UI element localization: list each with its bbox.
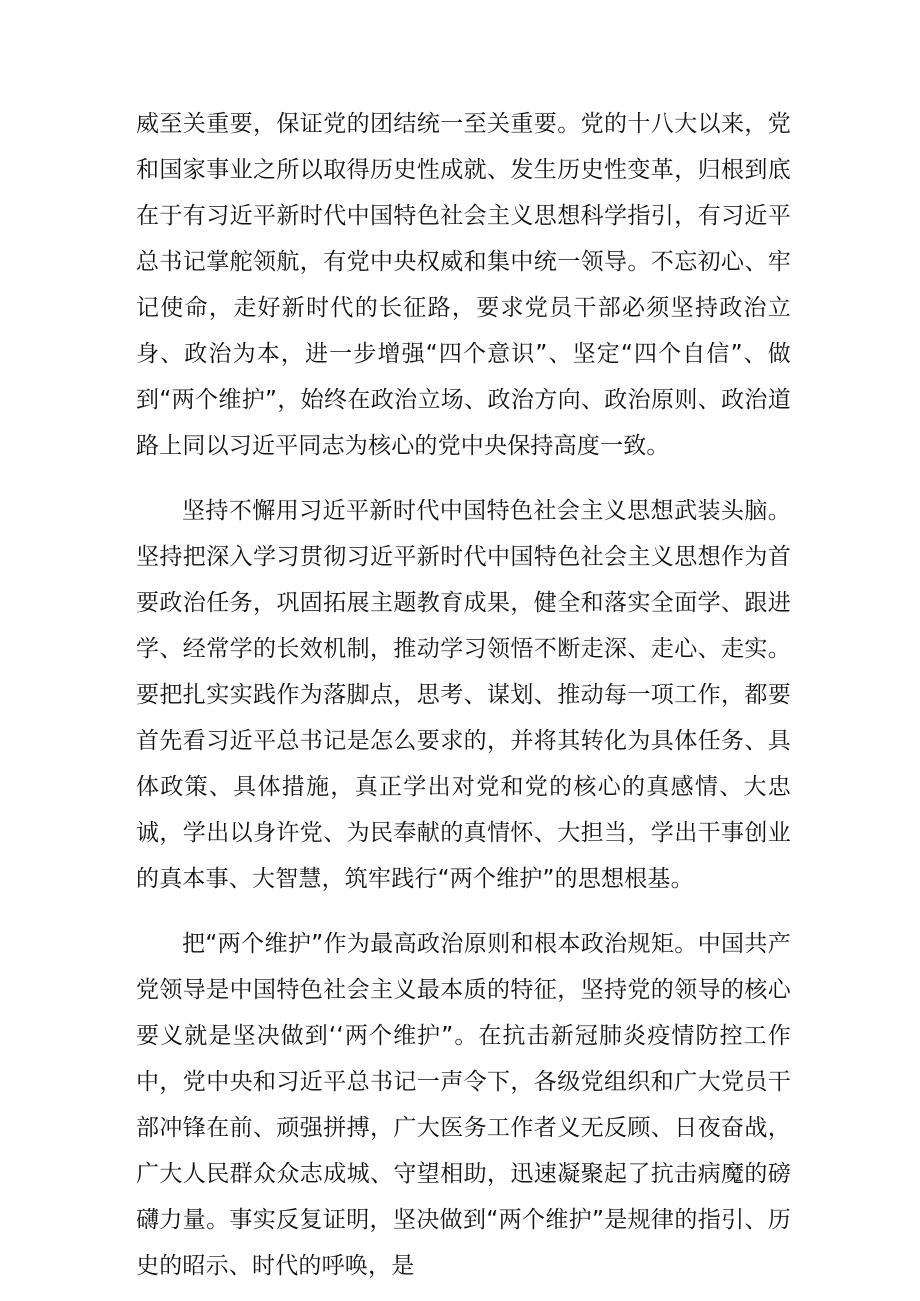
paragraph-continuation: 威至关重要，保证党的团结统一至关重要。党的十八大以来，党和国家事业之所以取得历史性成就、发生历史性变革，归根到底在于有习近平新时代中国特色社会主义思想科学指引，有习近平总书记掌舵领航，有党中央权威和集中统一领导。不忘初心、牢记使命，走好新时代的长征路，要求党员干部必须坚持政治立身、政治为本，进一步增强“四个意识”、坚定“四个自信”、做到“两个维护”，始终在政治立场、政治方向、政治原则、政治道路上同以习近平同志为核心的党中央保持高度一致。	[136, 111, 791, 459]
paragraph-theory-study: 坚持不懈用习近平新时代中国特色社会主义思想武装头脑。坚持把深入学习贯彻习近平新时代中国特色社会主义思想作为首要政治任务，巩固拓展主题教育成果，健全和落实全面学、跟进学、经常学的长效机制，推动学习领悟不断走深、走心、走实。要把扎实实践作为落脚点，思考、谋划、推动每一项工作，都要首先看习近平总书记是怎么要求的，并将其转化为具体任务、具体政策、具体措施，真正学出对党和党的核心的真感情、大忠诚，学出以身许党、为民奉献的真情怀、大担当，学出干事创业的真本事、大智慧，筑牢践行“两个维护”的思想根基。	[136, 498, 791, 892]
document-body	[136, 101, 791, 1289]
paragraph-two-upholds: 把“两个维护”作为最高政治原则和根本政治规矩。中国共产党领导是中国特色社会主义最本质的特征，坚持党的领导的核心要义就是坚决做到‘‘两个维护”。在抗击新冠肺炎疫情防控工作中，党中央和习近平总书记一声令下，各级党组织和广大党员干部冲锋在前、顽强拼搏，广大医务工作者义无反顾、日夜奋战，广大人民群众众志成城、守望相助，迅速凝聚起了抗击病魔的磅礴力量。事实反复证明，坚决做到“两个维护”是规律的指引、历史的昭示、时代的呼唤，是	[136, 931, 791, 1279]
